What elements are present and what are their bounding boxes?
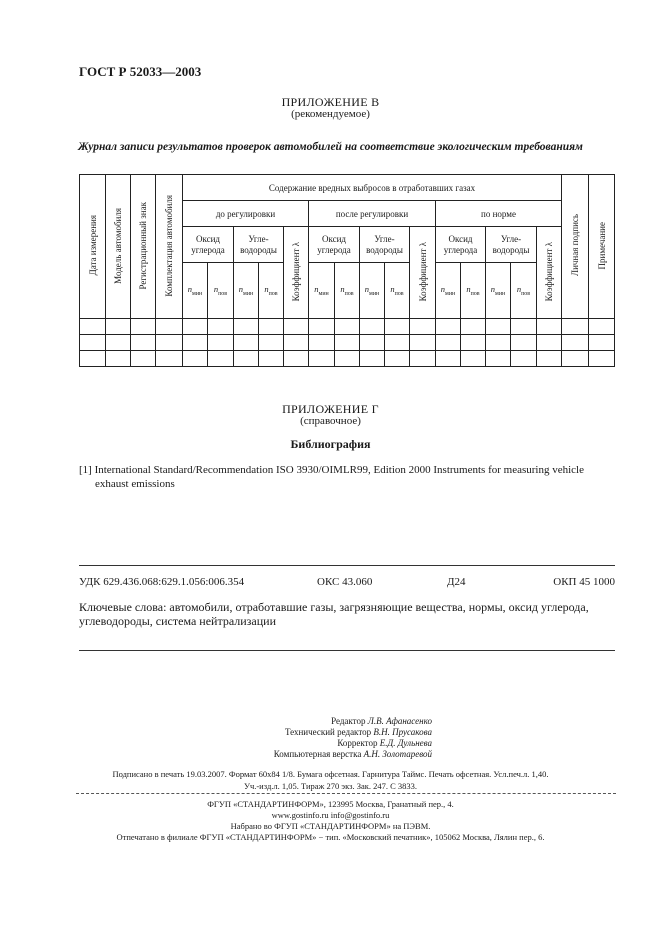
header-signature: Личная подпись [562, 175, 589, 319]
print-info [0, 768, 661, 792]
co-header: Оксид углерода [183, 227, 234, 263]
publisher-line: ФГУП «СТАНДАРТИНФОРМ», 123995 Москва, Гранатный пер., 4. [207, 799, 454, 809]
table-row [80, 335, 615, 351]
d-code: Д24 [447, 576, 466, 588]
bibliography-entry [79, 463, 615, 491]
publisher-info [0, 799, 661, 843]
lambda-header: Коэффициент λ [537, 227, 562, 319]
header-equip: Комплектация автомобиля [156, 175, 183, 319]
co-header: Оксид углерода [436, 227, 486, 263]
credits-block: Редактор Л.В. Афанасенко Технический редактор В.Н. Прусакова Корректор Е.Д. Дульнева Компьютерная верстка А.Н. Золотаревой [273, 716, 432, 759]
journal-title: Журнал записи результатов проверок автомобилей на соответствие экологическим требованиям [78, 141, 583, 153]
publisher-line: Набрано во ФГУП «СТАНДАРТИНФОРМ» на ПЭВМ. [230, 821, 431, 831]
journal-table [79, 174, 615, 367]
n-pov-cell: $n_{пов}$ [385, 263, 410, 319]
udk-code: УДК 629.436.068:629.1.056:006.354 [79, 576, 245, 588]
ch-header: Угле- водороды [234, 227, 284, 263]
ch-header: Угле- водороды [486, 227, 537, 263]
lambda-header: Коэффициент λ [284, 227, 309, 319]
oks-code: ОКС 43.060 [317, 576, 373, 588]
bibliography-line: exhaust emissions [95, 478, 175, 490]
print-info-line: Уч.-изд.л. 1,05. Тираж 270 экз. Зак. 247. С 3833. [243, 781, 418, 791]
document-header: ГОСТ Р 52033—2003 [79, 64, 202, 79]
table-row [80, 319, 615, 335]
header-date: Дата измерения [80, 175, 106, 319]
header-model: Модель автомобиля [106, 175, 131, 319]
n-min-cell: $n_{мин}$ [360, 263, 385, 319]
keywords: Ключевые слова: автомобили, отработавшие газы, загрязняющие вещества, нормы, оксид углерода, углеводороды, система нейтрализации [79, 600, 589, 628]
n-pov-cell: $n_{пов}$ [511, 263, 537, 319]
group-norm: по норме [436, 201, 562, 227]
co-header: Оксид углерода [309, 227, 360, 263]
n-min-cell: $n_{мин}$ [309, 263, 335, 319]
bibliography-line: [1] International Standard/Recommendation ISO 3930/OIMLR99, Edition 2000 Instruments for measuring vehicle [79, 464, 584, 476]
n-pov-cell: $n_{пов}$ [335, 263, 360, 319]
group-before: до регулировки [183, 201, 309, 227]
n-pov-cell: $n_{пов}$ [208, 263, 234, 319]
n-min-cell: $n_{мин}$ [436, 263, 461, 319]
publisher-line: Отпечатано в филиале ФГУП «СТАНДАРТИНФОРМ» − тип. «Московский печатник», 105062 Москва, Лялин пер., 6. [116, 832, 545, 842]
n-min-cell: $n_{мин}$ [234, 263, 259, 319]
n-min-cell: $n_{мин}$ [486, 263, 511, 319]
lambda-header: Коэффициент λ [410, 227, 436, 319]
ch-header: Угле- водороды [360, 227, 410, 263]
publisher-line: www.gostinfo.ru info@gostinfo.ru [271, 810, 390, 820]
appendix-g-subtitle: (справочное) [300, 415, 361, 427]
n-pov-cell: $n_{пов}$ [461, 263, 486, 319]
n-pov-cell: $n_{пов}$ [259, 263, 284, 319]
appendix-v-title: ПРИЛОЖЕНИЕ В [281, 95, 380, 109]
appendix-v-subtitle: (рекомендуемое) [291, 108, 370, 120]
n-min-cell: $n_{мин}$ [183, 263, 208, 319]
okp-code: ОКП 45 1000 [553, 576, 615, 588]
header-emissions: Содержание вредных выбросов в отработавших газах [183, 175, 562, 201]
header-note: Примечание [589, 175, 615, 319]
bibliography-title: Библиография [290, 437, 371, 451]
divider [79, 565, 615, 566]
appendix-g-title: ПРИЛОЖЕНИЕ Г [282, 402, 379, 416]
table-row [80, 351, 615, 367]
group-after: после регулировки [309, 201, 436, 227]
print-info-line: Подписано в печать 19.03.2007. Формат 60х84 1/8. Бумага офсетная. Гарнитура Таймс. Печать офсетная. Усл.печ.л. 1,40. [112, 769, 549, 779]
divider [79, 650, 615, 651]
header-reg: Регистрационный знак [131, 175, 156, 319]
dashed-divider [76, 793, 616, 794]
